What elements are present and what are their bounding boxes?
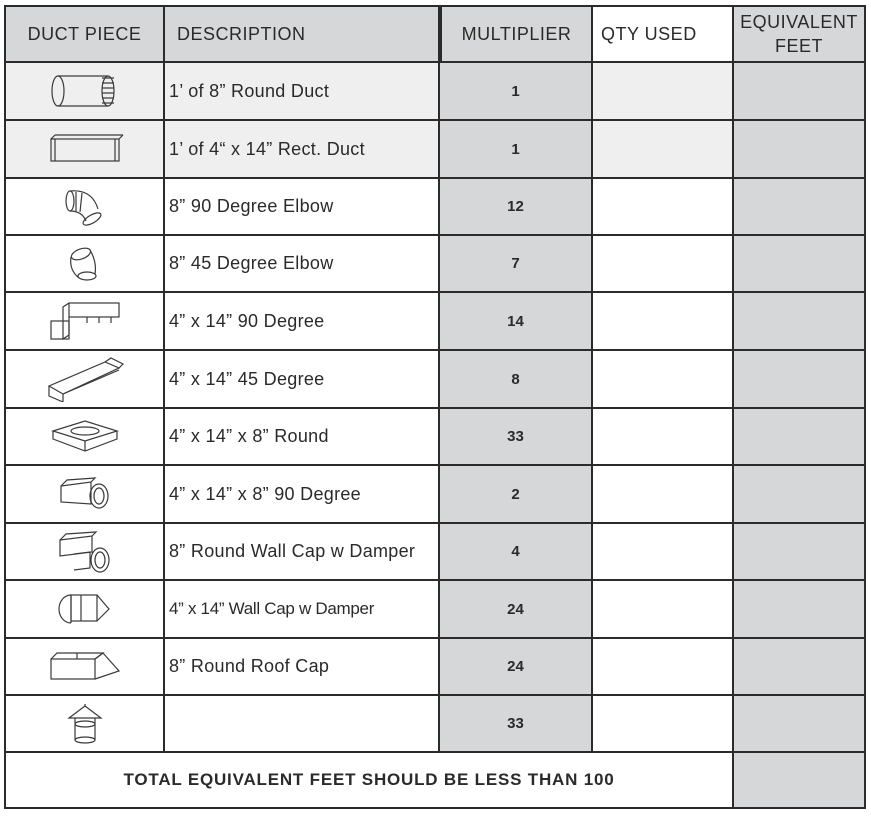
duct-equivalent-table: [4, 5, 866, 809]
equivalent-feet-cell[interactable]: [734, 466, 866, 524]
multiplier-cell: 24: [440, 581, 593, 639]
description-cell: 4” x 14” x 8” Round: [165, 409, 440, 466]
duct-piece-cell: [4, 581, 165, 639]
qty-used-input[interactable]: [593, 351, 734, 409]
multiplier-cell: 7: [440, 236, 593, 293]
equivalent-feet-cell[interactable]: [734, 524, 866, 581]
header-duct-piece: DUCT PIECE: [4, 5, 165, 63]
description-cell: 1’ of 8” Round Duct: [165, 63, 440, 121]
qty-used-input[interactable]: [593, 63, 734, 121]
multiplier-cell: 2: [440, 466, 593, 524]
equivalent-feet-cell[interactable]: [734, 409, 866, 466]
multiplier-cell: 4: [440, 524, 593, 581]
qty-used-input[interactable]: [593, 696, 734, 753]
description-cell: 8” Round Wall Cap w Damper: [165, 524, 440, 581]
qty-used-input[interactable]: [593, 639, 734, 696]
duct-piece-cell: [4, 293, 165, 351]
duct-piece-cell: [4, 63, 165, 121]
total-equivalent-feet-cell[interactable]: [734, 753, 866, 809]
table-row: [4, 179, 866, 236]
description-cell: 4” x 14” 90 Degree: [165, 293, 440, 351]
duct-piece-cell: [4, 524, 165, 581]
rect-90-elbow-icon: [47, 299, 123, 343]
multiplier-cell: 33: [440, 696, 593, 753]
table-header-row: [4, 5, 866, 63]
multiplier-cell: 24: [440, 639, 593, 696]
duct-piece-cell: [4, 639, 165, 696]
total-row: [4, 753, 866, 809]
equivalent-feet-cell[interactable]: [734, 236, 866, 293]
equivalent-feet-cell[interactable]: [734, 179, 866, 236]
description-cell: 8” Round Roof Cap: [165, 639, 440, 696]
multiplier-cell: 1: [440, 121, 593, 179]
description-cell: 1’ of 4“ x 14” Rect. Duct: [165, 121, 440, 179]
table-row: [4, 293, 866, 351]
header-description: DESCRIPTION: [165, 5, 440, 63]
equivalent-feet-cell[interactable]: [734, 696, 866, 753]
equivalent-feet-cell[interactable]: [734, 121, 866, 179]
rect-to-round-icon: [49, 417, 121, 457]
equivalent-feet-cell[interactable]: [734, 63, 866, 121]
duct-piece-cell: [4, 466, 165, 524]
header-multiplier: MULTIPLIER: [440, 5, 593, 63]
rect-45-elbow-icon: [45, 356, 125, 402]
table-row: [4, 696, 866, 753]
qty-used-input[interactable]: [593, 293, 734, 351]
rect-duct-icon: [45, 131, 125, 167]
roof-cap-round-icon: [65, 702, 105, 746]
description-cell: 4” x 14” x 8” 90 Degree: [165, 466, 440, 524]
roof-cap-rect-icon: [47, 649, 123, 685]
elbow-90-round-icon: [62, 187, 108, 227]
description-cell: 4” x 14” 45 Degree: [165, 351, 440, 409]
rect-wall-cap-icon: [57, 589, 113, 629]
table-row: [4, 466, 866, 524]
duct-piece-cell: [4, 696, 165, 753]
table-row: [4, 409, 866, 466]
description-cell: 4” x 14” Wall Cap w Damper: [165, 581, 440, 639]
qty-used-input[interactable]: [593, 524, 734, 581]
rect-to-round-90-icon: [57, 474, 113, 514]
qty-used-input[interactable]: [593, 121, 734, 179]
equivalent-feet-cell[interactable]: [734, 581, 866, 639]
multiplier-cell: 33: [440, 409, 593, 466]
equivalent-feet-cell[interactable]: [734, 639, 866, 696]
multiplier-cell: 12: [440, 179, 593, 236]
table-row: [4, 581, 866, 639]
qty-used-input[interactable]: [593, 409, 734, 466]
qty-used-input[interactable]: [593, 236, 734, 293]
table-row: [4, 524, 866, 581]
duct-piece-cell: [4, 409, 165, 466]
table-row: [4, 63, 866, 121]
duct-piece-cell: [4, 236, 165, 293]
table-row: [4, 351, 866, 409]
multiplier-cell: 1: [440, 63, 593, 121]
multiplier-cell: 8: [440, 351, 593, 409]
equivalent-feet-cell[interactable]: [734, 351, 866, 409]
elbow-45-round-icon: [65, 244, 105, 284]
duct-piece-cell: [4, 179, 165, 236]
multiplier-cell: 14: [440, 293, 593, 351]
qty-used-input[interactable]: [593, 466, 734, 524]
round-duct-icon: [50, 71, 120, 111]
total-label: TOTAL EQUIVALENT FEET SHOULD BE LESS THAN 100: [4, 753, 734, 809]
qty-used-input[interactable]: [593, 179, 734, 236]
qty-used-input[interactable]: [593, 581, 734, 639]
table-row: [4, 236, 866, 293]
description-cell: 8” 45 Degree Elbow: [165, 236, 440, 293]
header-equivalent-feet: EQUIVALENT FEET: [734, 5, 866, 63]
duct-piece-cell: [4, 351, 165, 409]
description-cell: [165, 696, 440, 753]
equivalent-feet-cell[interactable]: [734, 293, 866, 351]
round-wall-cap-icon: [56, 530, 114, 574]
table-row: [4, 121, 866, 179]
description-cell: 8” 90 Degree Elbow: [165, 179, 440, 236]
table-row: [4, 639, 866, 696]
header-qty-used: QTY USED: [593, 5, 734, 63]
duct-piece-cell: [4, 121, 165, 179]
